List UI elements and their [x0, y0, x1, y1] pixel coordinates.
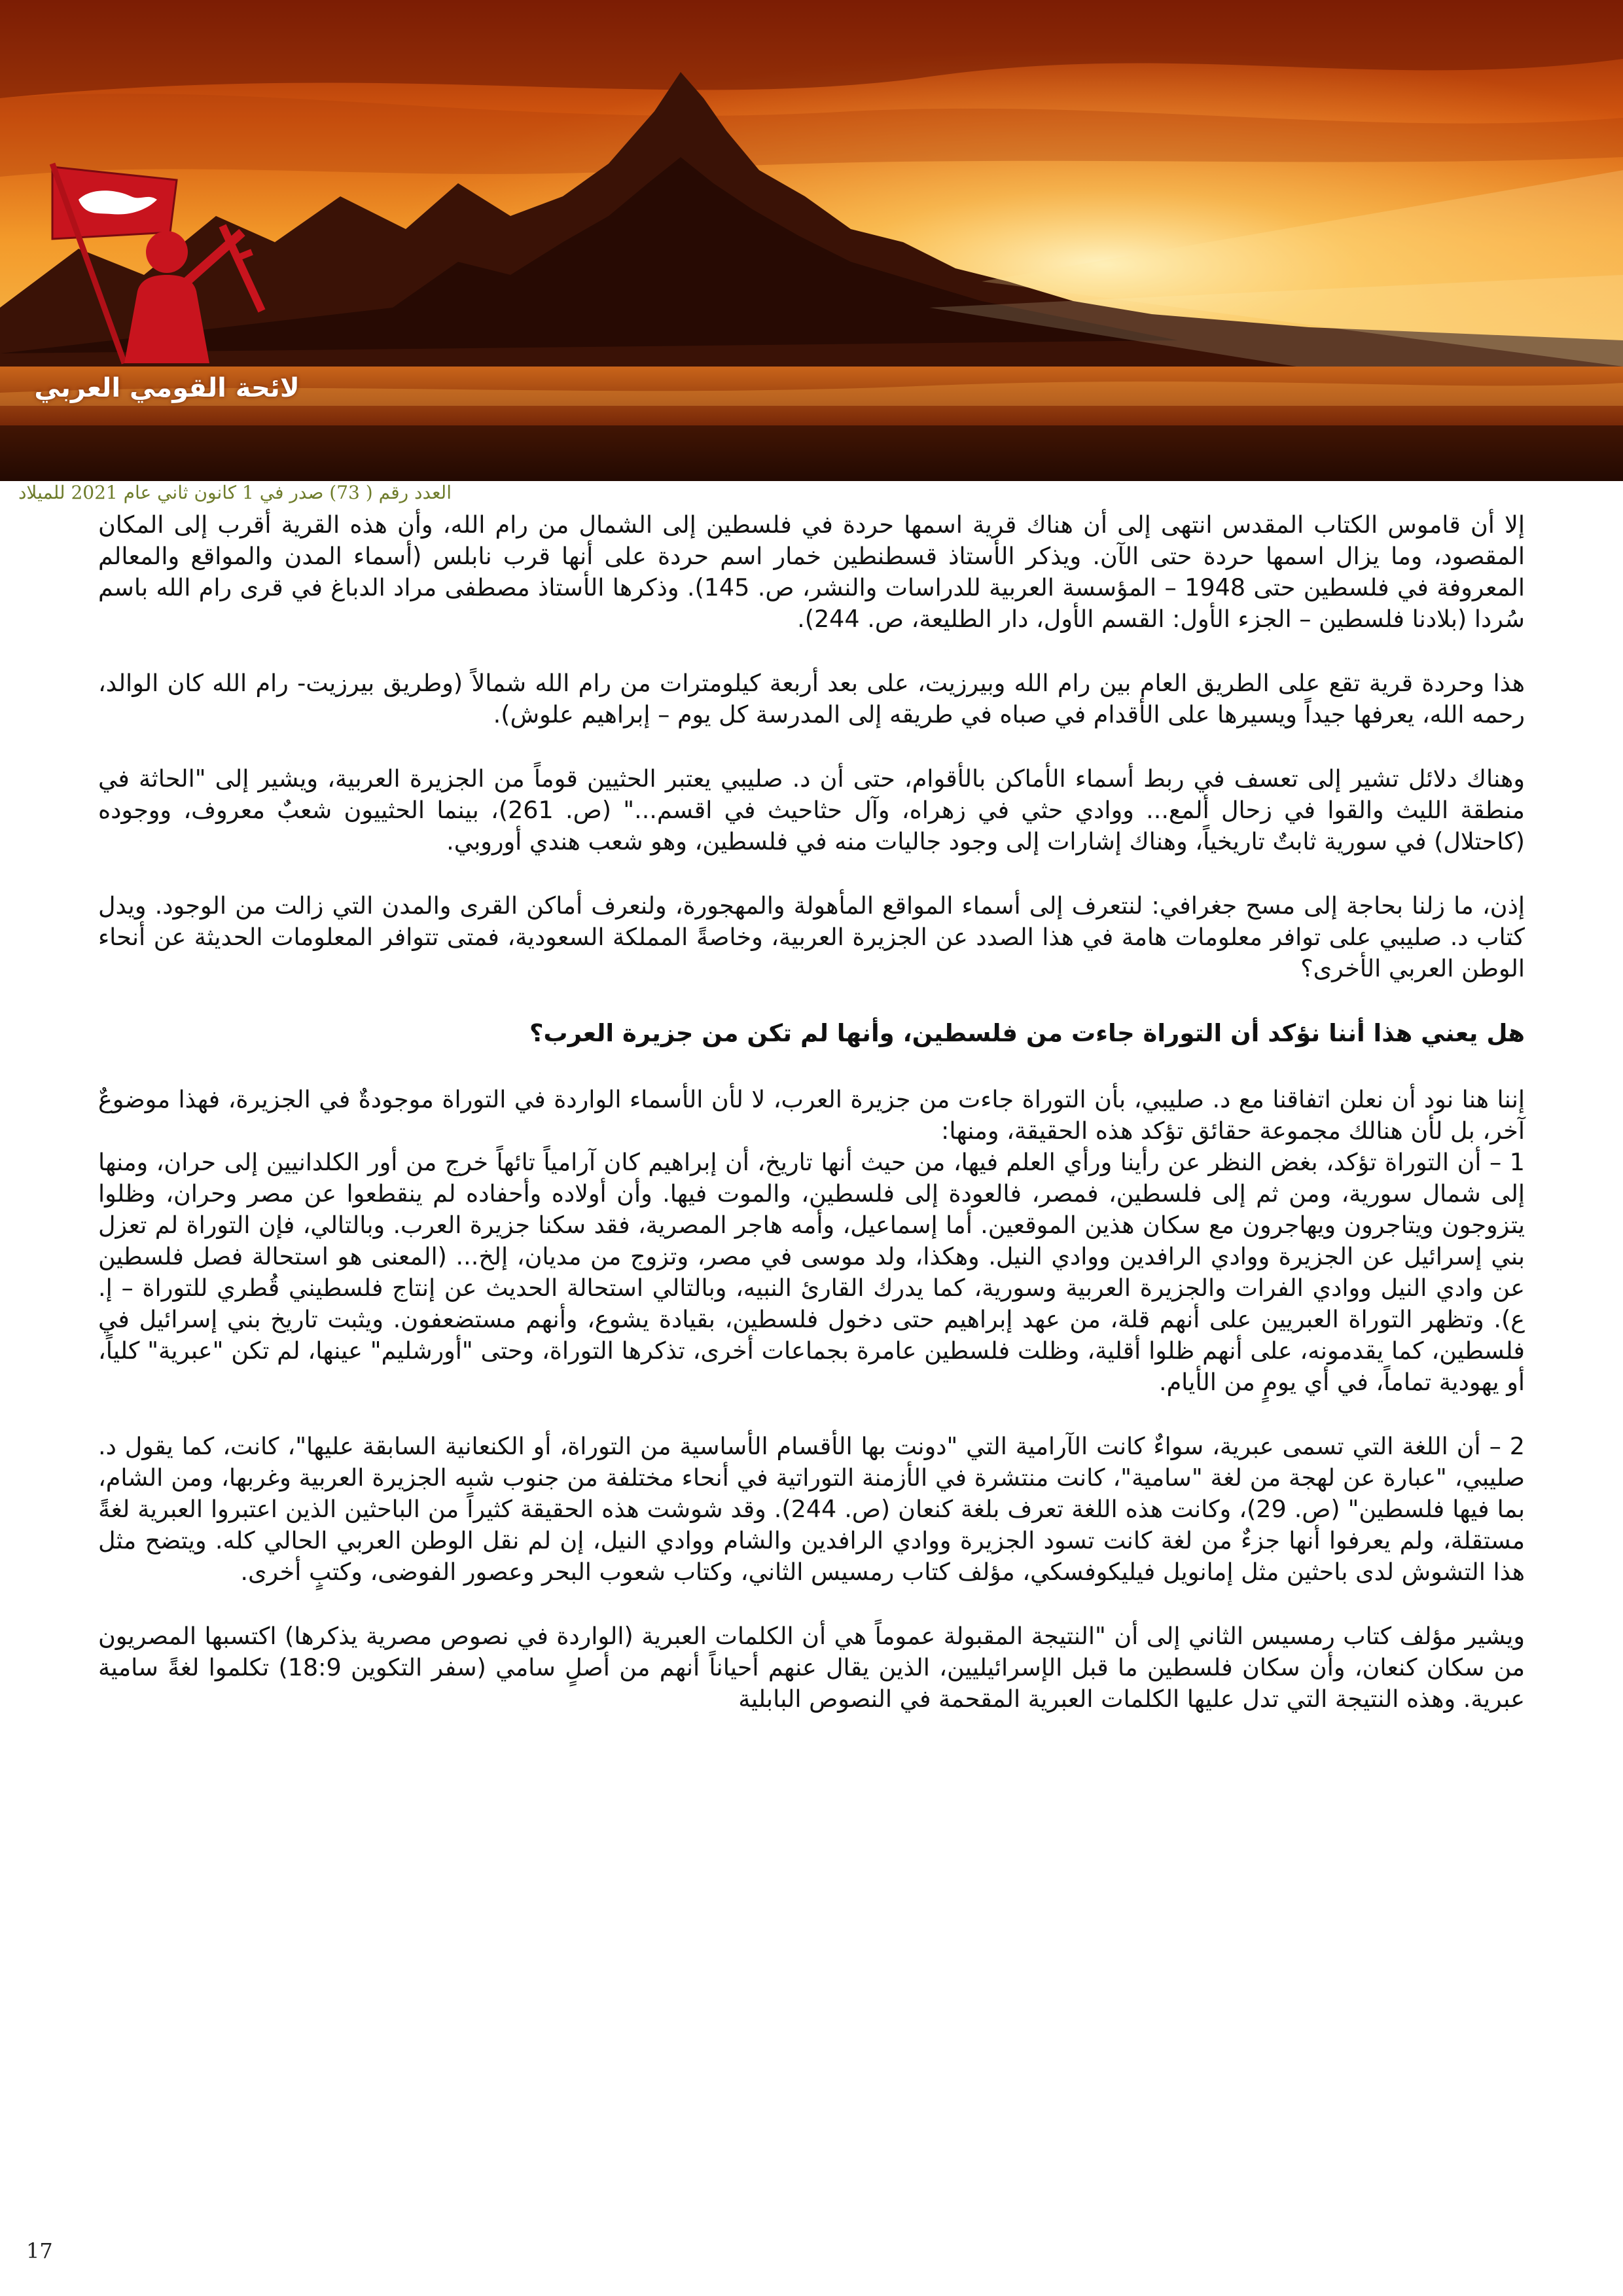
- paragraph: ويشير مؤلف كتاب رمسيس الثاني إلى أن "النتيجة المقبولة عموماً هي أن الكلمات العبرية (الواردة في نصوص مصرية يذكرها) اكتسبها المصريون من سكان كنعان، وأن سكان فلسطين ما قبل الإسرائيليين، الذين يقال عنهم أحياناً أنهم من أصلٍ سامي (سفر التكوين 18:9) تكلموا لغةً سامية عبرية. وهذه النتيجة التي تدل عليها الكلمات العبرية المقحمة في النصوص البابلية: [98, 1622, 1525, 1713]
- flag-figure-icon: [26, 154, 308, 370]
- logo-text: لائحة القومي العربي: [34, 373, 300, 403]
- section-heading: هل يعني هذا أننا نؤكد أن التوراة جاءت من فلسطين، وأنها لم تكن من جزيرة العرب؟: [529, 1019, 1525, 1047]
- paragraph: إذن، ما زلنا بحاجة إلى مسح جغرافي: لنتعرف إلى أسماء المواقع المأهولة والمهجورة، ولنعرف أماكن القرى والمدن التي زالت من الوجود. ويدل كتاب د. صليبي على توافر معلومات هامة في هذا الصدد عن الجزيرة العربية، وخاصةً المملكة السعودية، فمتى تتوافر المعلومات الحديثة عن أنحاء الوطن العربي الأخرى؟: [98, 891, 1525, 982]
- article-body: [98, 509, 1525, 1715]
- page-number: 17: [26, 2238, 53, 2263]
- paragraph: 2 – أن اللغة التي تسمى عبرية، سواءٌ كانت الآرامية التي "دونت بها الأقسام الأساسية من التوراة، أو الكنعانية السابقة عليها"، كانت، كما يقول د. صليبي، "عبارة عن لهجة من لغة "سامية"، كانت منتشرة في الأزمنة التوراتية في أنحاء مختلفة من جنوب شبه الجزيرة العربية وغربها، ومن الشام، بما فيها فلسطين" (ص. 29)، وكانت هذه اللغة تعرف بلغة كنعان (ص. 244). وقد شوشت هذه الحقيقة كثيراً من الباحثين الذين اعتبروا العبرية لغةً مستقلة، ولم يعرفوا أنها جزءٌ من لغة كانت تسود الجزيرة ووادي الرافدين والشام ووادي النيل، إن لم نقل الوطن العربي الحالي كله. ويتضح مثل هذا التشوش لدى باحثين مثل إمانويل فيليكوفسكي، مؤلف كتاب رمسيس الثاني، وكتاب شعوب البحر وعصور الفوضى، وكتبٍ أخرى.: [98, 1432, 1525, 1586]
- paragraph: 1 – أن التوراة تؤكد، بغض النظر عن رأينا ورأي العلم فيها، من حيث أنها تاريخ، أن إبراهيم كان آرامياً تائهاً خرج من أور الكلدانيين إلى حران، ومنها إلى شمال سورية، ومن ثم إلى فلسطين، فمصر، فالعودة إلى فلسطين، والموت فيها. وأن أولاده وأحفاده لم ينقطعوا عن مصر وحران، وظلوا يتزوجون ويتاجرون ويهاجرون مع سكان هذين الموقعين. أما إسماعيل، وأمه هاجر المصرية، فقد سكنا جزيرة العرب. وبالتالي، فإن التوراة لم تعزل بني إسرائيل عن الجزيرة ووادي الرافدين ووادي النيل. وهكذا، ولد موسى في مصر، وتزوج من مديان، إلخ... (المعنى هو استحالة فصل فلسطين عن وادي النيل ووادي الفرات والجزيرة العربية وسورية، كما يدرك القارئ النبيه، وبالتالي استحالة الحديث عن إنتاج فلسطيني قُطري للتوراة – إ. ع). وتظهر التوراة العبريين على أنهم قلة، من عهد إبراهيم حتى دخول فلسطين، بقيادة يشوع، وأنهم مستضعفون. ويثبت تاريخ بني إسرائيل في فلسطين، كما يقدمونه، على أنهم ظلوا أقلية، وظلت فلسطين عامرة بجماعات أخرى، تذكرها التوراة، وحتى "أورشليم" عينها، لم تكن "عبرية" كلياً، أو يهودية تماماً، في أي يومٍ من الأيام.: [98, 1148, 1525, 1396]
- paragraph: هذا وحردة قرية تقع على الطريق العام بين رام الله وبيرزيت، على بعد أربعة كيلومترات من رام الله شمالاً (وطريق بيرزيت- رام الله كان الوالد، رحمه الله، يعرفها جيداً ويسيرها على الأقدام في صباه في طريقه إلى المدرسة كل يوم – إبراهيم علوش).: [98, 669, 1525, 728]
- paragraph: إننا هنا نود أن نعلن اتفاقنا مع د. صليبي، بأن التوراة جاءت من جزيرة العرب، لا لأن الأسماء الواردة في التوراة موجودةٌ في الجزيرة، فهذا موضوعٌ آخر، بل لأن هنالك مجموعة حقائق تؤكد هذه الحقيقة، ومنها:: [98, 1085, 1525, 1145]
- paragraph: إلا أن قاموس الكتاب المقدس انتهى إلى أن هناك قرية اسمها حردة في فلسطين إلى الشمال من رام الله، وأن هذه القرية أقرب إلى المكان المقصود، وما يزال اسمها حردة حتى الآن. ويذكر الأستاذ قسطنطين خمار اسم حردة على أنها قرب نابلس (أسماء المدن والمواقع والمعالم المعروفة في فلسطين حتى 1948 – المؤسسة العربية للدراسات والنشر، ص. 145). وذكرها الأستاذ مصطفى مراد الدباغ في قرى رام الله باسم سُردا (بلادنا فلسطين – الجزء الأول: القسم الأول، دار الطليعة، ص. 244).: [98, 511, 1525, 633]
- issue-info-line: العدد رقم ( 73) صدر في 1 كانون ثاني عام 2021 للميلاد: [18, 482, 452, 503]
- paragraph: وهناك دلائل تشير إلى تعسف في ربط أسماء الأماكن بالأقوام، حتى أن د. صليبي يعتبر الحثيين قوماً من الجزيرة العربية، ويشير إلى "الحاثة في منطقة الليث والقوا في زحال ألمع... ووادي حثي في زهراه، وآل حثاحيث في اقسم..." (ص. 261)، بينما الحثييون شعبٌ معروف، ووجوده (كاحتلال) في سورية ثابتٌ تاريخياً، وهناك إشارات إلى وجود جاليات منه في فلسطين، وهو شعب هندي أوروبي.: [98, 764, 1525, 855]
- header-banner: [0, 0, 1623, 481]
- organization-logo: [26, 154, 308, 416]
